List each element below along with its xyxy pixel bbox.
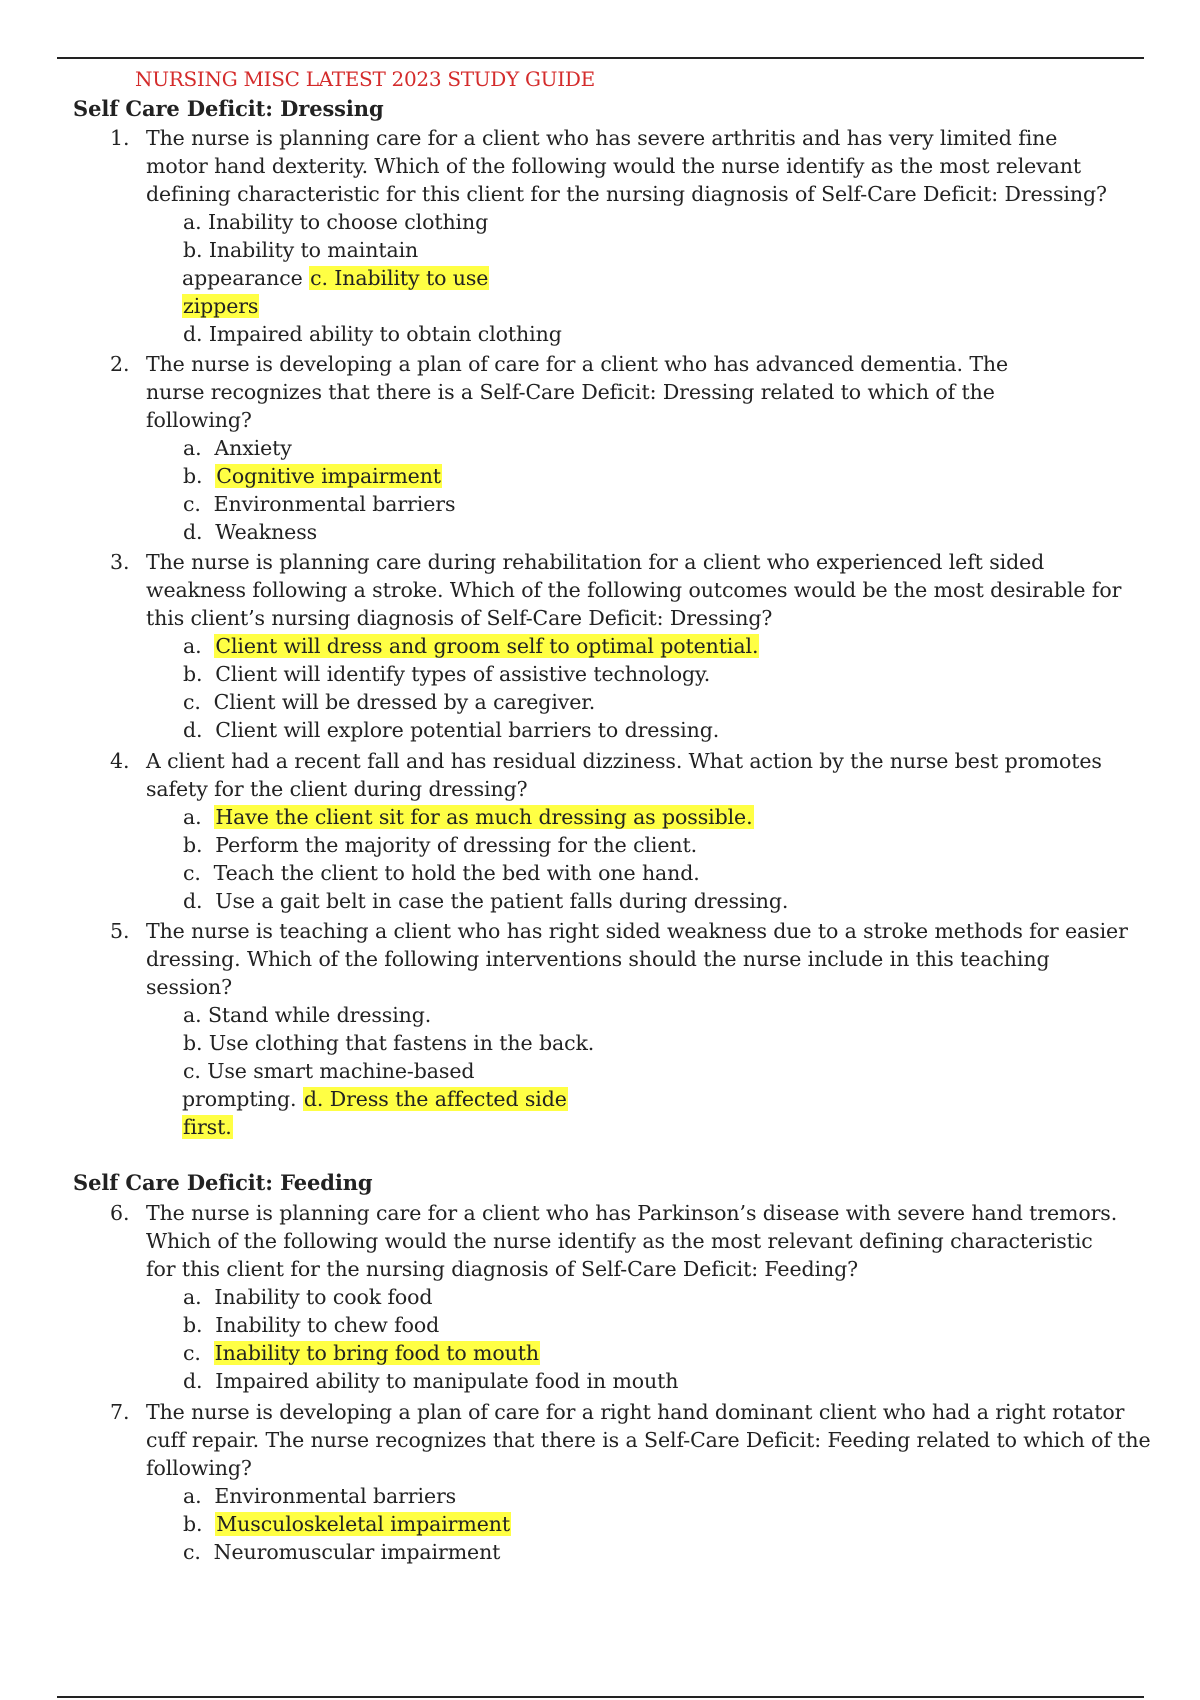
question-number: 6.: [110, 1201, 130, 1225]
option-letter: d.: [183, 1369, 203, 1393]
option-letter: a.: [183, 634, 202, 658]
answer-option: [183, 888, 788, 914]
option-letter: d.: [183, 889, 203, 913]
answer-option: [183, 661, 710, 687]
section-heading-dressing: Self Care Deficit: Dressing: [73, 96, 384, 121]
option-letter: a.: [183, 805, 202, 829]
answer-option: [183, 717, 719, 743]
question-number: 7.: [110, 1400, 130, 1424]
answer-option: b. Use clothing that fastens in the back.: [183, 1031, 595, 1055]
correct-answer-highlight: Have the client sit for as much dressing as possible.: [215, 805, 753, 829]
answer-option-wrap: [182, 293, 259, 319]
top-rule: [57, 57, 1144, 59]
answer-option: [183, 1368, 678, 1394]
answer-option-wrap: [182, 265, 489, 291]
correct-answer-highlight: c. Inability to use: [310, 266, 489, 290]
answer-option: d. Impaired ability to obtain clothing: [183, 322, 562, 346]
option-letter: c.: [183, 861, 201, 885]
option-text: Inability to cook food: [214, 1285, 433, 1309]
correct-answer-highlight: zippers: [183, 294, 259, 318]
option-letter: a.: [183, 1285, 202, 1309]
option-text: Neuromuscular impairment: [213, 1540, 501, 1564]
question-text-line: cuff repair. The nurse recognizes that there is a Self-Care Deficit: Feeding related to which of the: [146, 1428, 1151, 1452]
question-text-line: this client’s nursing diagnosis of Self-Care Deficit: Dressing?: [146, 606, 773, 630]
answer-option: [183, 1539, 500, 1565]
answer-option: [183, 491, 455, 517]
answer-option: a. Stand while dressing.: [183, 1003, 432, 1027]
answer-option: a. Inability to choose clothing: [183, 210, 489, 234]
option-letter: d.: [183, 718, 203, 742]
question-text-line: The nurse is planning care for a client who has Parkinson’s disease with severe hand tremors.: [146, 1201, 1118, 1225]
answer-option: [183, 1284, 432, 1310]
option-letter: a.: [183, 436, 202, 460]
option-letter: a.: [183, 1484, 202, 1508]
answer-option-wrap: [182, 1114, 233, 1140]
question-text-line: nurse recognizes that there is a Self-Care Deficit: Dressing related to which of the: [146, 380, 995, 404]
option-letter: b.: [183, 464, 203, 488]
question-text-line: The nurse is planning care for a client who has severe arthritis and has very limited fine: [146, 126, 1058, 150]
question-text-line: session?: [146, 975, 232, 999]
answer-option: [183, 689, 595, 715]
option-text: Inability to chew food: [215, 1313, 440, 1337]
answer-option: [183, 435, 292, 461]
correct-answer-highlight: d. Dress the affected side: [303, 1087, 567, 1111]
question-text-line: defining characteristic for this client for the nursing diagnosis of Self-Care Deficit: Dressing?: [146, 182, 1107, 206]
answer-option: [183, 804, 754, 830]
option-letter: b.: [183, 1313, 203, 1337]
correct-answer-highlight: Inability to bring food to mouth: [214, 1341, 539, 1365]
question-text-line: Which of the following would the nurse identify as the most relevant defining characteristic: [146, 1229, 1093, 1253]
question-text-line: weakness following a stroke. Which of the following outcomes would be the most desirable for: [146, 578, 1122, 602]
question-text-line: dressing. Which of the following interventions should the nurse include in this teaching: [146, 947, 1050, 971]
option-letter: d.: [183, 520, 203, 544]
option-text: Client will be dressed by a caregiver.: [213, 690, 596, 714]
answer-option: [183, 519, 317, 545]
question-text-line: motor hand dexterity. Which of the following would the nurse identify as the most relevant: [146, 154, 1082, 178]
question-text-line: safety for the client during dressing?: [146, 777, 528, 801]
option-text: Perform the majority of dressing for the client.: [215, 833, 698, 857]
option-letter: c.: [183, 690, 201, 714]
correct-answer-highlight: Client will dress and groom self to optimal potential.: [215, 634, 759, 658]
question-text-line: The nurse is teaching a client who has right sided weakness due to a stroke methods for easier: [146, 919, 1128, 943]
question-text-line: The nurse is developing a plan of care for a right hand dominant client who had a right rotator: [146, 1400, 1125, 1424]
option-text: Anxiety: [214, 436, 292, 460]
question-text-line: following?: [146, 1456, 252, 1480]
option-letter: c.: [183, 1540, 201, 1564]
answer-option: [183, 1340, 540, 1366]
answer-option: [183, 633, 759, 659]
option-text: Use a gait belt in case the patient falls during dressing.: [215, 889, 789, 913]
question-text-line: for this client for the nursing diagnosis of Self-Care Deficit: Feeding?: [146, 1257, 858, 1281]
option-text: Teach the client to hold the bed with one hand.: [213, 861, 700, 885]
option-letter: b.: [183, 833, 203, 857]
answer-option: [183, 1483, 456, 1509]
answer-option-text: prompting.: [182, 1087, 297, 1111]
question-text-line: The nurse is planning care during rehabilitation for a client who experienced left sided: [146, 550, 1045, 574]
answer-option: b. Inability to maintain: [183, 238, 419, 262]
question-text-line: A client had a recent fall and has residual dizziness. What action by the nurse best promotes: [146, 749, 1102, 773]
answer-option: [183, 832, 697, 858]
question-number: 4.: [110, 749, 130, 773]
question-number: 1.: [110, 126, 130, 150]
bottom-rule: [57, 1696, 1144, 1698]
question-text-line: following?: [146, 408, 252, 432]
option-text: Client will identify types of assistive technology.: [215, 662, 711, 686]
option-letter: c.: [183, 1341, 201, 1365]
answer-option: [183, 463, 442, 489]
answer-option-text: appearance: [182, 266, 303, 290]
question-text-line: The nurse is developing a plan of care for a client who has advanced dementia. The: [146, 352, 1009, 376]
correct-answer-highlight: Musculoskeletal impairment: [216, 1512, 510, 1536]
option-letter: b.: [183, 662, 203, 686]
question-number: 3.: [110, 550, 130, 574]
answer-option: [183, 1312, 439, 1338]
section-heading-feeding: Self Care Deficit: Feeding: [73, 1170, 373, 1195]
option-text: Environmental barriers: [213, 492, 456, 516]
question-number: 2.: [110, 352, 130, 376]
answer-option-wrap: [182, 1086, 568, 1112]
page-title: NURSING MISC LATEST 2023 STUDY GUIDE: [135, 67, 595, 91]
option-text: Client will explore potential barriers to dressing.: [215, 718, 720, 742]
question-number: 5.: [110, 919, 130, 943]
answer-option: c. Use smart machine-based: [183, 1059, 475, 1083]
answer-option: [183, 1511, 511, 1537]
correct-answer-highlight: Cognitive impairment: [216, 464, 441, 488]
option-text: Weakness: [215, 520, 318, 544]
correct-answer-highlight: first.: [183, 1115, 232, 1139]
option-letter: b.: [183, 1512, 203, 1536]
option-text: Impaired ability to manipulate food in mouth: [215, 1369, 679, 1393]
option-text: Environmental barriers: [214, 1484, 457, 1508]
option-letter: c.: [183, 492, 201, 516]
answer-option: [183, 860, 700, 886]
